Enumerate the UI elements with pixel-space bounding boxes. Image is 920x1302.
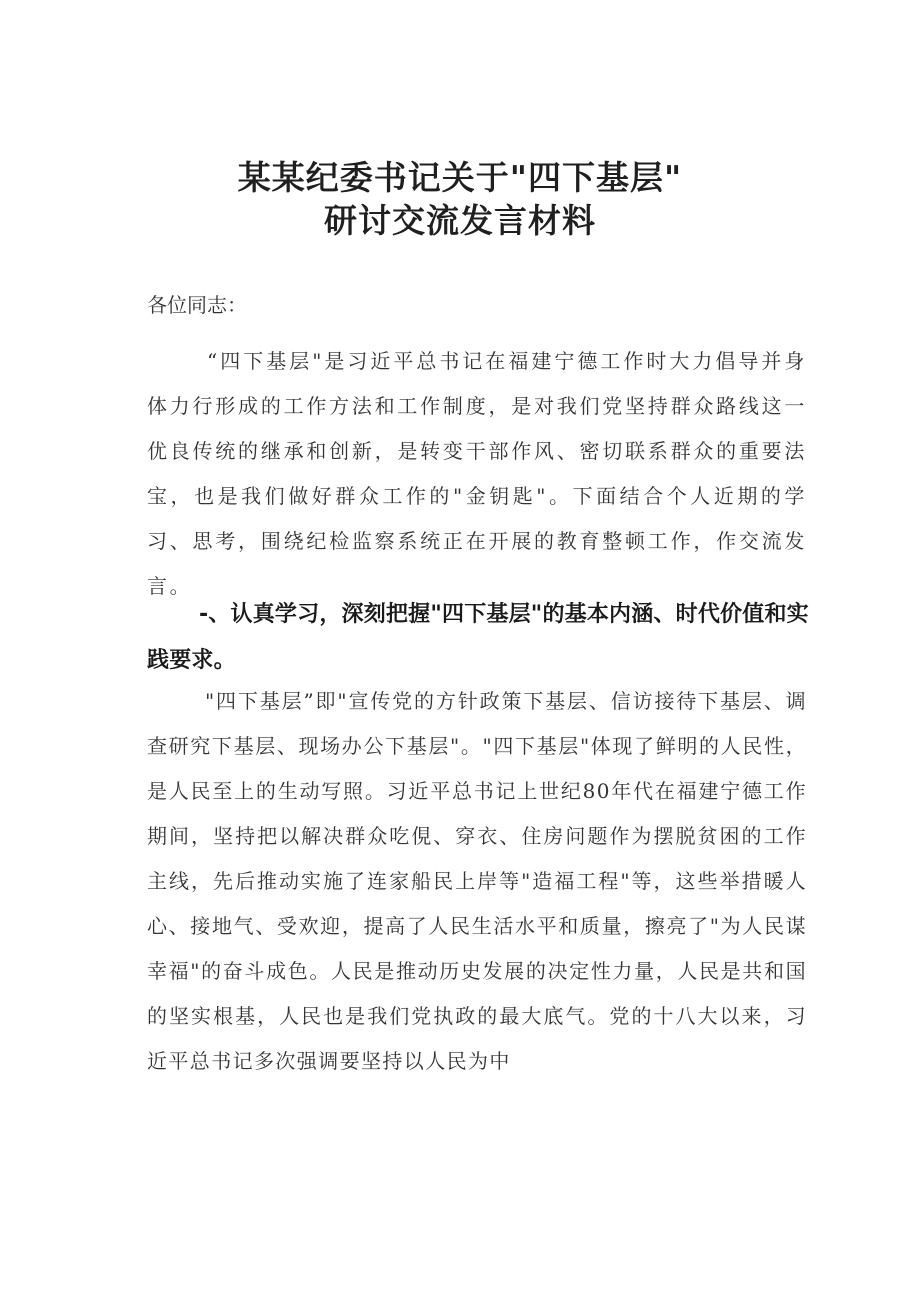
document-title-line-1: 某某纪委书记关于"四下基层" [237, 158, 683, 197]
document-title-line-2: 研讨交流发言材料 [324, 201, 596, 240]
section-heading-1: -、认真学习，深刻把握"四下基层"的基本内涵、时代价值和实践要求。 [147, 602, 809, 673]
paragraph-section-1: "四下基层”即"宣传党的方针政策下基层、信访接待下基层、调查研究下基层、现场办公下基层"。"四下基层"体现了鲜明的人民性，是人民至上的生动写照。习近平总书记上世纪80年代在福建宁德工作期间，坚持把以解决群众吃俔、穿衣、住房问题作为摆脱贫困的工作主线，先后推动实施了连家船民上岸等"造福工程"等，这些举措暖人心、接地气、受欢迎，提高了人民生活水平和质量，擦亮了"为人民谋幸福"的奋斗成色。人民是推动历史发展的决定性力量，人民是共和国的坚实根基，人民也是我们党执政的最大底气。党的十八大以来，习近平总书记多次强调要坚持以人民为中 [147, 689, 807, 1073]
salutation: 各位同志： [147, 293, 247, 317]
paragraph-introduction: “四下基层"是习近平总书记在福建宁德工作时大力倡导并身体力行形成的工作方法和工作制度，是对我们党坚持群众路线这一优良传统的继承和创新，是转变干部作风、密切联系群众的重要法宝，也是我们做好群众工作的"金钥匙"。下面结合个人近期的学习、思考，围绕纪检监察系统正在开展的教育整顿工作，作交流发言。 [147, 349, 807, 598]
